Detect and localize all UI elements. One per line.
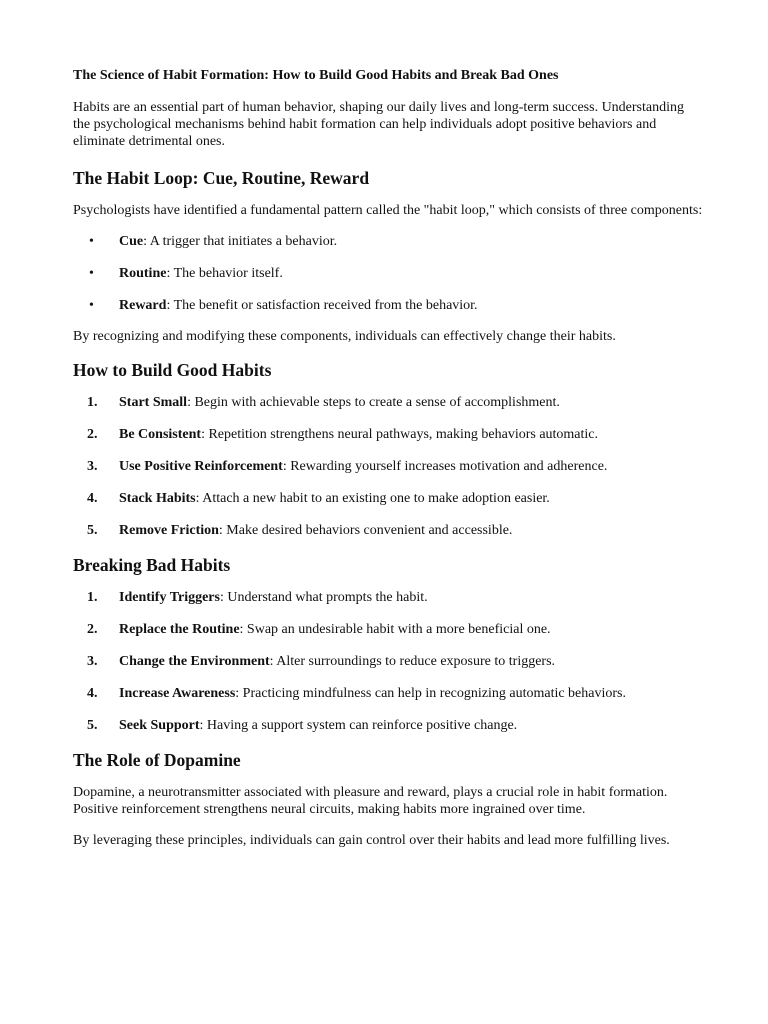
list-item-term: Start Small xyxy=(119,395,188,410)
list-item xyxy=(73,490,703,507)
list-item-term: Seek Support xyxy=(119,718,200,733)
list-item-desc: : Alter surroundings to reduce exposure to triggers. xyxy=(269,654,556,669)
bullet-marker: • xyxy=(89,298,94,313)
list-number: 4. xyxy=(87,491,98,506)
list-item-term: Replace the Routine xyxy=(119,622,240,637)
list-item-term: Be Consistent xyxy=(119,427,202,442)
list-item-desc: : The benefit or satisfaction received from the behavior. xyxy=(166,298,478,313)
list-number: 3. xyxy=(87,654,98,669)
list-item xyxy=(73,233,703,250)
list-item xyxy=(73,394,703,411)
list-item-term: Use Positive Reinforcement xyxy=(119,459,283,474)
list-item xyxy=(73,297,703,314)
list-item-term: Identify Triggers xyxy=(119,590,220,605)
list-number: 3. xyxy=(87,459,98,474)
list-item-term: Routine xyxy=(119,266,167,281)
intro-paragraph: Habits are an essential part of human behavior, shaping our daily lives and long-term success. Understanding the psychological mechanisms behind habit formation can help individuals adopt positive behaviors and eliminate detrimental ones. xyxy=(73,100,684,149)
build-good-habits-list xyxy=(73,394,703,539)
list-item-desc: : Begin with achievable steps to create a sense of accomplishment. xyxy=(187,395,560,410)
bullet-marker: • xyxy=(89,234,94,249)
list-item xyxy=(73,426,703,443)
list-number: 4. xyxy=(87,686,98,701)
list-item xyxy=(73,717,703,734)
list-number: 2. xyxy=(87,427,98,442)
list-item-term: Reward xyxy=(119,298,167,313)
section-heading-habit-loop: The Habit Loop: Cue, Routine, Reward xyxy=(73,168,370,188)
list-number: 2. xyxy=(87,622,98,637)
list-item-desc: : Having a support system can reinforce positive change. xyxy=(199,718,518,733)
habit-loop-list xyxy=(73,233,703,314)
section-heading-build-good-habits: How to Build Good Habits xyxy=(73,360,272,380)
list-item xyxy=(73,589,703,606)
section-heading-breaking-bad-habits: Breaking Bad Habits xyxy=(73,555,231,575)
list-number: 1. xyxy=(87,590,98,605)
list-item-term: Cue xyxy=(119,234,144,249)
document-page xyxy=(73,66,703,849)
list-item-desc: : Repetition strengthens neural pathways, making behaviors automatic. xyxy=(201,427,599,442)
list-number: 5. xyxy=(87,523,98,538)
list-item-term: Stack Habits xyxy=(119,491,196,506)
list-item-desc: : Attach a new habit to an existing one to make adoption easier. xyxy=(195,491,550,506)
conclusion-paragraph: By leveraging these principles, individuals can gain control over their habits and lead more fulfilling lives. xyxy=(73,833,670,848)
habit-loop-closing-paragraph: By recognizing and modifying these components, individuals can effectively change their habits. xyxy=(73,329,616,344)
list-item-term: Remove Friction xyxy=(119,523,219,538)
list-item xyxy=(73,653,703,670)
breaking-bad-habits-list xyxy=(73,589,703,734)
list-item xyxy=(73,458,703,475)
list-item-desc: : Rewarding yourself increases motivation and adherence. xyxy=(282,459,608,474)
list-item-desc: : Make desired behaviors convenient and accessible. xyxy=(218,523,513,538)
list-item-term: Increase Awareness xyxy=(119,686,236,701)
document-title: The Science of Habit Formation: How to Build Good Habits and Break Bad Ones xyxy=(73,68,559,83)
list-item xyxy=(73,265,703,282)
list-number: 5. xyxy=(87,718,98,733)
bullet-marker: • xyxy=(89,266,94,281)
list-item-desc: : The behavior itself. xyxy=(166,266,283,281)
dopamine-paragraph: Dopamine, a neurotransmitter associated with pleasure and reward, plays a crucial role in habit formation. Positive reinforcement strengthens neural circuits, making habits more ingrained over time. xyxy=(73,785,668,817)
list-number: 1. xyxy=(87,395,98,410)
section-heading-role-of-dopamine: The Role of Dopamine xyxy=(73,750,241,770)
list-item-desc: : Practicing mindfulness can help in recognizing automatic behaviors. xyxy=(235,686,626,701)
list-item-desc: : Understand what prompts the habit. xyxy=(219,590,428,605)
list-item-term: Change the Environment xyxy=(119,654,270,669)
list-item xyxy=(73,685,703,702)
list-item-desc: : Swap an undesirable habit with a more beneficial one. xyxy=(239,622,551,637)
list-item-desc: : A trigger that initiates a behavior. xyxy=(143,234,338,249)
list-item xyxy=(73,522,703,539)
list-item xyxy=(73,621,703,638)
habit-loop-lead-paragraph: Psychologists have identified a fundamental pattern called the "habit loop," which consists of three components: xyxy=(73,203,703,218)
